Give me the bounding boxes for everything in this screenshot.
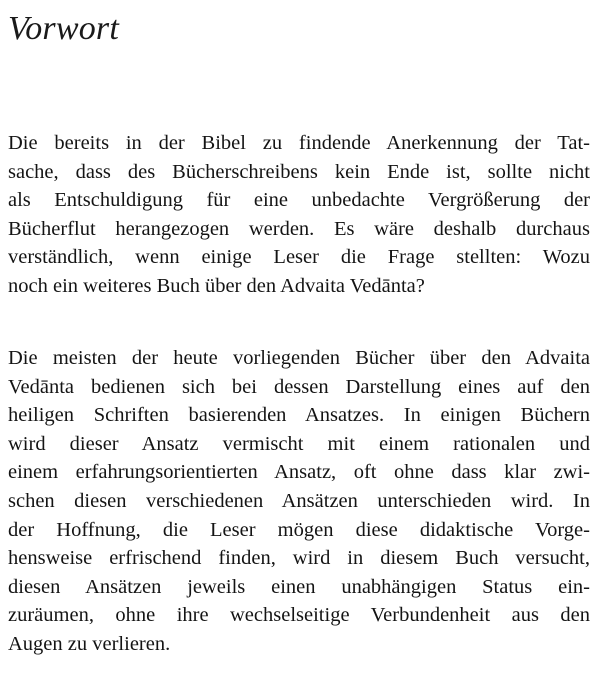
paragraph-1-line-6: noch ein weiteres Buch über den Advaita Vedānta? bbox=[8, 274, 425, 297]
paragraph-1-line-5: verständlich, wenn einige Leser die Frage stellten: Wozu bbox=[8, 246, 590, 269]
paragraph-2-line-9: diesen Ansätzen jeweils einen unabhängigen Status ein- bbox=[8, 575, 590, 598]
paragraph-1 bbox=[8, 129, 590, 301]
paragraph-2-line-10: zuräumen, ohne ihre wechselseitige Verbundenheit aus den bbox=[8, 604, 590, 627]
paragraph-2-line-11: Augen zu verlieren. bbox=[8, 632, 171, 655]
paragraph-2 bbox=[8, 344, 590, 659]
paragraph-1-line-2: sache, dass des Bücherschreibens kein Ende ist, sollte nicht bbox=[8, 160, 590, 183]
paragraph-1-line-3: als Entschuldigung für eine unbedachte Vergrößerung der bbox=[8, 189, 590, 212]
paragraph-2-line-4: wird dieser Ansatz vermischt mit einem rationalen und bbox=[8, 432, 590, 455]
paragraph-2-line-5: einem erfahrungsorientierten Ansatz, oft ohne dass klar zwi- bbox=[8, 461, 590, 484]
paragraph-1-line-4: Bücherflut herangezogen werden. Es wäre deshalb durchaus bbox=[8, 217, 590, 240]
paragraph-2-line-6: schen diesen verschiedenen Ansätzen unterschieden wird. In bbox=[8, 489, 590, 512]
paragraph-1-line-1: Die bereits in der Bibel zu findende Anerkennung der Tat- bbox=[8, 132, 590, 154]
chapter-title: Vorwort bbox=[8, 10, 119, 47]
paragraph-2-line-1: Die meisten der heute vorliegenden Bücher über den Advaita bbox=[8, 347, 590, 369]
paragraph-2-line-7: der Hoffnung, die Leser mögen diese didaktische Vorge- bbox=[8, 518, 590, 541]
paragraph-2-line-8: hensweise erfrischend finden, wird in diesem Buch versucht, bbox=[8, 547, 590, 570]
paragraph-2-line-2: Vedānta bedienen sich bei dessen Darstellung eines auf den bbox=[8, 375, 590, 398]
paragraph-2-line-3: heiligen Schriften basierenden Ansatzes. In einigen Büchern bbox=[8, 404, 590, 427]
